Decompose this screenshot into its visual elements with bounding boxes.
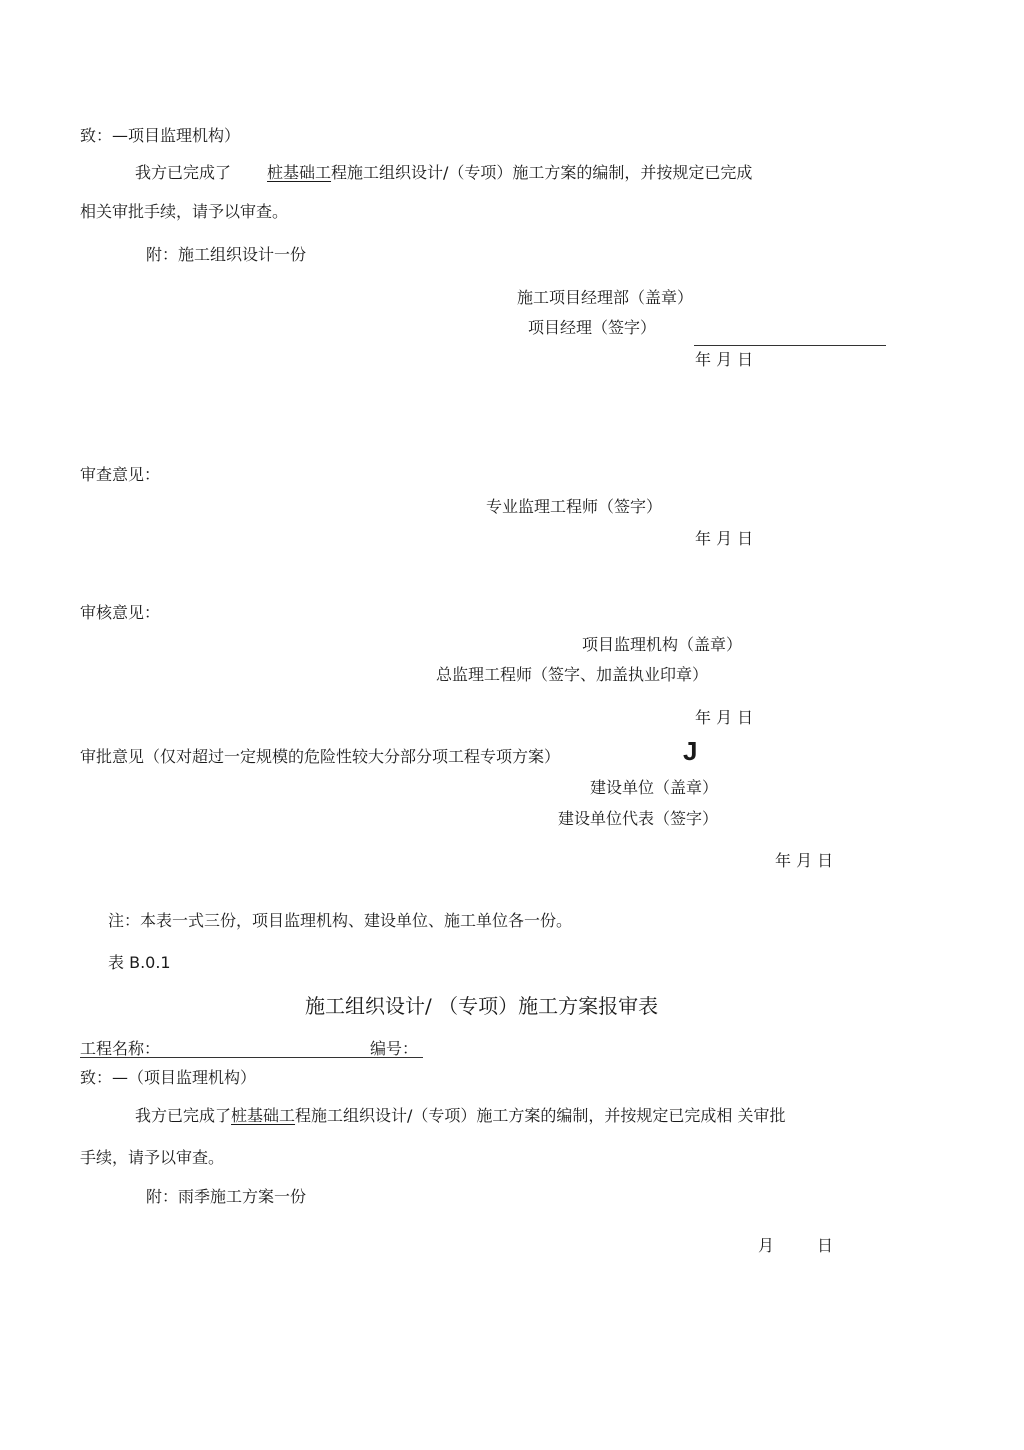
chief-engineer-signature-label: 总监理工程师（签字、加盖执业印章） bbox=[436, 665, 709, 684]
statement-intro: 我方已完成了 bbox=[135, 163, 232, 182]
number-label: 编号： bbox=[370, 1039, 419, 1058]
supervision-org-seal: 项目监理机构（盖章） bbox=[582, 635, 743, 654]
header-underline bbox=[80, 1057, 423, 1058]
handwritten-mark: J bbox=[683, 736, 698, 766]
submission-statement-line2: 手续，请予以审查。 bbox=[80, 1148, 225, 1167]
contractor-dept-seal: 施工项目经理部（盖章） bbox=[517, 288, 694, 307]
submission-statement bbox=[135, 163, 752, 183]
addressee-line: 致：—（项目监理机构） bbox=[80, 1068, 257, 1087]
review-opinion-label: 审查意见： bbox=[80, 465, 161, 484]
date-line: 年 月 日 bbox=[695, 350, 754, 369]
approval-opinion-label: 审批意见（仅对超过一定规模的危险性较大分部分项工程专项方案） bbox=[80, 747, 561, 766]
date-month: 月 bbox=[758, 1236, 775, 1255]
date-day: 日 bbox=[817, 1236, 834, 1255]
specialist-engineer-signature-label: 专业监理工程师（签字） bbox=[486, 497, 663, 516]
submission-statement-line2: 相关审批手续，请予以审查。 bbox=[80, 202, 289, 221]
statement-intro: 我方已完成了 bbox=[135, 1106, 232, 1125]
attachment-line: 附：施工组织设计一份 bbox=[146, 245, 307, 264]
project-name-underlined: 桩基础工 bbox=[267, 163, 332, 182]
audit-opinion-label: 审核意见： bbox=[80, 603, 161, 622]
date-line: 年 月 日 bbox=[695, 529, 754, 548]
signature-line bbox=[694, 345, 886, 346]
submission-statement bbox=[135, 1106, 786, 1126]
form-title: 施工组织设计/ （专项）施工方案报审表 bbox=[305, 994, 659, 1018]
attachment-line: 附：雨季施工方案一份 bbox=[146, 1187, 307, 1206]
footnote: 注：本表一式三份，项目监理机构、建设单位、施工单位各一份。 bbox=[108, 911, 573, 930]
statement-rest: 程施工组织设计/（专项）施工方案的编制，并按规定已完成相 关审批 bbox=[295, 1106, 786, 1125]
table-number: 表 B.0.1 bbox=[108, 953, 171, 972]
date-line: 年 月 日 bbox=[775, 851, 834, 870]
owner-rep-signature-label: 建设单位代表（签字） bbox=[558, 809, 719, 828]
project-manager-signature-label: 项目经理（签字） bbox=[528, 318, 657, 337]
addressee-line: 致：—项目监理机构） bbox=[80, 126, 241, 145]
date-line: 年 月 日 bbox=[695, 708, 754, 727]
project-name-underlined: 桩基础工 bbox=[231, 1106, 296, 1125]
statement-rest: 程施工组织设计/（专项）施工方案的编制，并按规定已完成 bbox=[331, 163, 753, 182]
owner-unit-seal: 建设单位（盖章） bbox=[590, 778, 719, 797]
project-name-label: 工程名称： bbox=[80, 1039, 161, 1058]
